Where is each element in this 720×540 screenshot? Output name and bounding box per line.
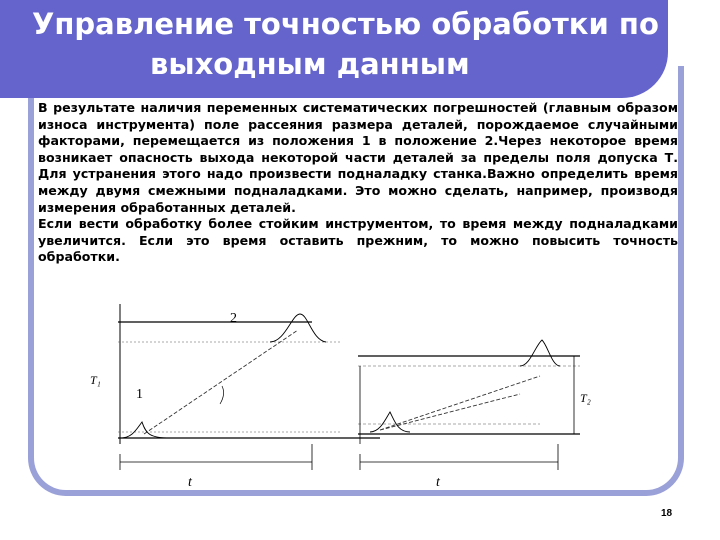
label-position-2: 2 — [230, 311, 237, 326]
left-drift-line — [144, 330, 298, 434]
right-drift-line-1 — [380, 376, 540, 430]
left-distribution-curve-2 — [270, 314, 326, 342]
right-distribution-curve-2 — [520, 340, 560, 366]
paragraph-2: Если вести обработку более стойким инструментом, то время между подналадками увеличится. Если это время оставить прежним, то можно повысить точность обработки. — [38, 216, 678, 265]
body-text — [38, 100, 678, 266]
right-drift-line-2 — [380, 394, 520, 430]
label-time-right: t — [436, 475, 440, 490]
page-number: 18 — [661, 508, 673, 519]
left-distribution-curve-1 — [120, 422, 170, 438]
label-position-1: 1 — [136, 387, 143, 402]
title-line-1: Управление точностью обработки по — [32, 7, 659, 41]
paragraph-1: В результате наличия переменных систематических погрешностей (главным образом износа инструмента) поле рассеяния размера деталей, порождаемое случайными факторами, перемещается из положения 1 в положение 2.Через некоторое время возникает опасность выхода некоторой части деталей за пределы поля допуска Т. Для устранения этого надо произвести подналадку станка.Важно определить время между двумя смежными подналадками. Это можно сделать, например, производя измерения обработанных деталей. — [38, 100, 678, 215]
label-tolerance-left: T₁ — [90, 373, 101, 387]
left-angle-arc — [220, 386, 224, 404]
slide-title — [0, 4, 668, 84]
tool-wear-diagram — [80, 294, 600, 504]
label-tolerance-right: T₂ — [580, 391, 591, 405]
title-line-2: выходным данным — [150, 47, 470, 81]
label-time-left: t — [188, 475, 192, 490]
